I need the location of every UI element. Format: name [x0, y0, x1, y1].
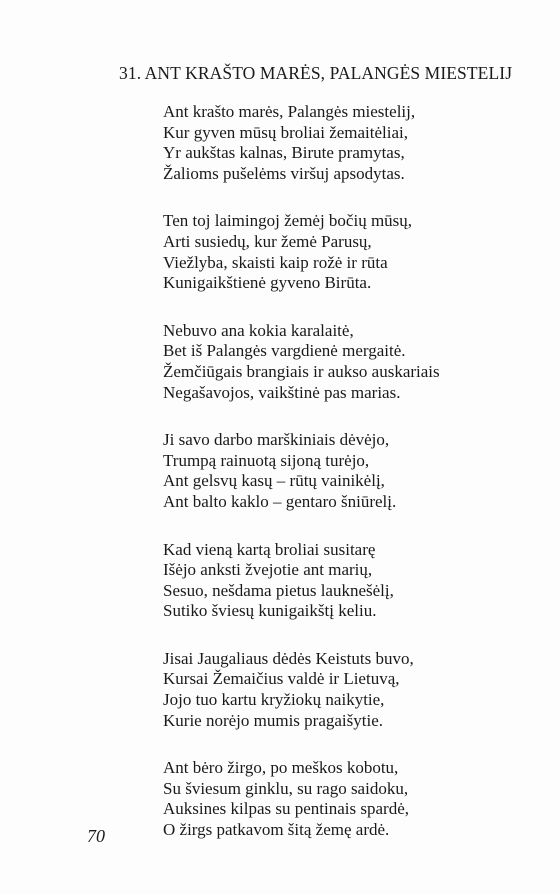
poem-line: Negašavojos, vaikštinė pas marias. — [163, 382, 401, 402]
poem-line: Kur gyven mūsų broliai žemaitėliai, — [163, 122, 409, 142]
poem-body — [163, 102, 543, 868]
stanza-2 — [163, 211, 543, 293]
poem-line: Trumpą rainuotą sijoną turėjo, — [163, 450, 370, 470]
poem-line: Bet iš Palangės vargdienė mergaitė. — [163, 341, 406, 361]
stanza-4 — [163, 430, 543, 512]
stanza-7 — [163, 758, 543, 840]
poem-line: Auksines kilpas su pentinais spardė, — [163, 799, 409, 819]
poem-line: Ant krašto marės, Palangės miestelij, — [163, 102, 416, 121]
poem-line: Jisai Jaugaliaus dėdės Keistuts buvo, — [163, 648, 414, 668]
poem-line: Sutiko šviesų kunigaikštį keliu. — [163, 601, 377, 621]
stanza-5 — [163, 540, 543, 622]
poem-line: Ant bėro žirgo, po meškos kobotu, — [163, 758, 399, 778]
poem-line: Kunigaikštienė gyveno Birūta. — [163, 273, 372, 293]
poem-line: Su šviesum ginklu, su rago saidoku, — [163, 778, 409, 798]
poem-line: Žalioms pušelėms viršuj apsodytas. — [163, 163, 405, 183]
poem-line: Ant gelsvų kasų – rūtų vainikėlį, — [163, 471, 385, 491]
stanza-6 — [163, 649, 543, 731]
poem-line: Kurie norėjo mumis pragaišytie. — [163, 710, 384, 730]
poem-line: Arti susiedų, kur žemė Parusų, — [163, 231, 372, 251]
poem-line: O žirgs patkavom šitą žemę ardė. — [163, 820, 390, 840]
poem-line: Jojo tuo kartu kryžiokų naikytie, — [163, 690, 385, 710]
poem-line: Nebuvo ana kokia karalaitė, — [163, 320, 354, 340]
poem-line: Sesuo, nešdama pietus lauknešėlį, — [163, 580, 394, 600]
stanza-1 — [163, 102, 543, 184]
poem-line: Ten toj laimingoj žemėj bočių mūsų, — [163, 211, 413, 231]
poem-line: Kad vieną kartą broliai susitarę — [163, 539, 376, 559]
poem-line: Ji savo darbo marškiniais dėvėjo, — [163, 430, 390, 450]
poem-line: Yr aukštas kalnas, Birute pramytas, — [163, 143, 405, 163]
poem-line: Viežlyba, skaisti kaip rožė ir rūta — [163, 252, 388, 272]
poem-line: Kursai Žemaičius valdė ir Lietuvą, — [163, 669, 400, 689]
poem-line: Žemčiūgais brangiais ir aukso auskariais — [163, 361, 440, 381]
stanza-3 — [163, 321, 543, 403]
page-number: 70 — [87, 826, 105, 846]
poem-line: Išėjo anksti žvejotie ant marių, — [163, 560, 373, 580]
poem-line: Ant balto kaklo – gentaro šniūrelį. — [163, 491, 397, 511]
poem-title: 31. ANT KRAŠTO MARĖS, PALANGĖS MIESTELIJ — [119, 63, 513, 83]
